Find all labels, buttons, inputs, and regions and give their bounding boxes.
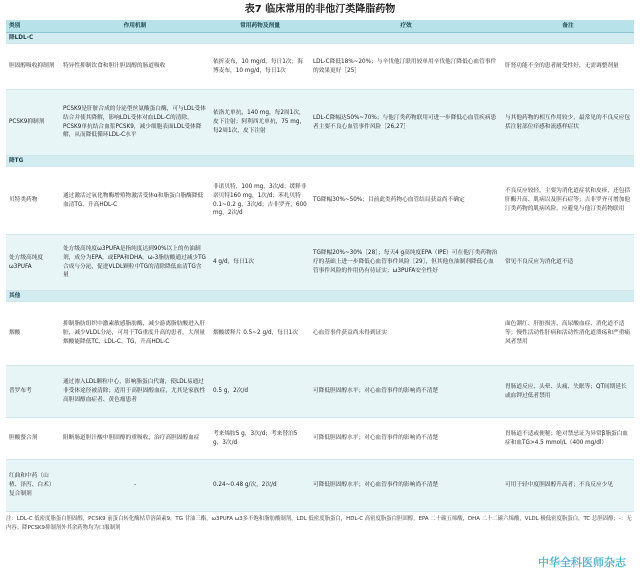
drug-table [6,20,634,512]
table-footnote: 注：LDL-C 低密度脂蛋白胆固醇，PCSK9 前蛋白转化酶枯草溶菌素9，TG 甘油三酯，ω3PUFA ω3多不饱和脂肪酸制剂，LDL 低密度脂蛋白，HDL-C 高密度脂蛋白胆固醇，EPA 二十碳五烯酸，DHA 二十二碳六烯酸，VLDL 极低密度脂蛋白，TC 总胆固醇；-：无内容；降PCSK9抑制剂外其余药物均为口服制剂 [6,516,632,531]
section-label: 其他 [6,291,634,302]
table-row [6,167,634,235]
header-mechanism: 作用机制 [60,20,210,33]
note-cell: 面色潮红、肝脏损害、高尿酸血症、消化道不适等；慢性活动性肝病和活动性消化道溃疡和严重痛风者禁用 [502,302,634,366]
header-category: 类别 [6,20,60,33]
drug-cell: 依洛尤单抗，140 mg，每2周1次，皮下注射；阿利西尤单抗，75 mg，每2周1次，皮下注射 [210,90,310,156]
table-row [6,235,634,291]
mechanism-cell: 处方级高纯度ω3PUFA是指纯度达到90%以上的鱼油制剂，成分为EPA，或EPA和DHA。ω-3脂肪酸通过减少TG合成与分泌，促进VLDL颗粒中TG的清除降低血清TG含量 [60,235,210,291]
category-cell: 红曲和中药（山楂、泽泻、白术）复合制剂 [6,460,60,512]
mechanism-cell: 抑制脂肪组织中激素敏感脂肪酶，减少游离脂肪酸进入肝脏，减少VLDL分泌，可用于TG重度升高的患者，大剂量烟酸能降低TC、LDL-C、TG，升高HDL-C [60,302,210,366]
section-row [6,156,634,167]
effect-cell: 可降低胆固醇水平；对心血管事件的影响尚不清楚 [310,366,502,418]
drug-cell: 0.24~0.48 g/次，2次/d [210,460,310,512]
effect-cell: TG降幅30%~50%；目前此类药物心血管结局获益尚不确定 [310,167,502,235]
mechanism-cell: 特异性抑制饮食和胆汁胆固醇的肠道吸收 [60,44,210,90]
section-label: 降TG [6,156,634,167]
category-cell: 普罗布考 [6,366,60,418]
header-effect: 疗效 [310,20,502,33]
drug-cell: 非诺贝特，100 mg，3次/d；缓释非诺贝特160 mg，1次/d；苯扎贝特0.1~0.2 g，3次/d；吉非罗齐，600 mg，2次/d [210,167,310,235]
header-notes: 备注 [502,20,634,33]
section-row [6,291,634,302]
table-title: 表7 临床常用的非他汀类降脂药物 [244,4,396,15]
note-cell: 肝肾功能不全的患者耐受性好，无需调整剂量 [502,44,634,90]
note-cell: 不良反应较轻，主要为消化道症状和皮疹，还包括肝酶升高、肌病以及胆石症等；吉非罗齐可增加他汀类药物的肌病风险，应避免与他汀类药物联用 [502,167,634,235]
mechanism-cell: PCSK9是肝脏合成的分泌型丝氨酸蛋白酶，可与LDL受体结合并使其降解，影响LDL受体对血LDL-C的清除。PCSK9单抗结合血浆PCSK9，减少细胞表面LDL受体降解，从而降低循环LDL-C水平 [60,90,210,156]
effect-cell: 可降低胆固醇水平；对心血管事件的影响尚不清楚 [310,460,502,512]
category-cell: 烟酸 [6,302,60,366]
header-drugs: 常用药物及剂量 [210,20,310,33]
category-cell: 胆酸螯合剂 [6,418,60,460]
mechanism-cell: - [60,460,210,512]
drug-cell: 依折麦布，10 mg/d，每日1次；海博麦布，10 mg/d，每日1次 [210,44,310,90]
table-row [6,302,634,366]
note-cell: 胃肠道不适或便秘；绝对禁忌证为异常β脂蛋白血症和血TG>4.5 mmol/L（400 mg/dl） [502,418,634,460]
drug-cell: 考来烯胺5 g，3次/d；考来替泊5 g，3次/d [210,418,310,460]
mechanism-cell: 通过渗入LDL颗粒中心，影响脂蛋白代谢，使LDL易通过非受体途径被清除；适用于高胆固醇血症，尤其是家族性高胆固醇血症者、黄色瘤患者 [60,366,210,418]
effect-cell: LDL-C降幅达50%~70%；与他汀类药物联用可进一步降低心血管疾病患者主要不良心血管事件风险［26,27］ [310,90,502,156]
effect-cell: 心血管事件获益尚未得到证实 [310,302,502,366]
note-cell: 与其他药物的相互作用较少，最常见的不良反应包括注射部位痒感和流感样症状 [502,90,634,156]
table-row [6,366,634,418]
header-row [6,20,634,33]
effect-cell: TG降幅20%~30%［28］；每天4 g高纯度EPA（IPE）可在他汀类药物治疗的基础上进一步降低心血管事件风险［29］，但其他鱼油制剂降低心血管事件风险的作用仍有待证实；ω3PUFA安全性好 [310,235,502,291]
note-cell: 常见不良反应为消化道不适 [502,235,634,291]
effect-cell: LDL-C降低18%~20%；与辛伐他汀联用较单用辛伐他汀降低心血管事件的效果更好［25］ [310,44,502,90]
table-row [6,44,634,90]
note-cell: 可用于轻中度胆固醇升高者；不良反应少见 [502,460,634,512]
table-row [6,418,634,460]
mechanism-cell: 通过激活过氧化物酶增殖物激活受体α和脂蛋白脂酶降低血清TG、升高HDL-C [60,167,210,235]
category-cell: 胆固醇吸收抑制剂 [6,44,60,90]
section-row [6,33,634,44]
effect-cell: 可降低胆固醇水平；对心血管事件的影响尚不清楚 [310,418,502,460]
table-row [6,90,634,156]
category-cell: PCSK9抑制剂 [6,90,60,156]
category-cell: 处方级高纯度ω3PUFA [6,235,60,291]
drug-cell: 4 g/d，每日1次 [210,235,310,291]
table-row [6,460,634,512]
drug-cell: 0.5 g，2次/d [210,366,310,418]
mechanism-cell: 阻断肠道胆汁酸中胆固醇的重吸收，治疗高胆固醇血症 [60,418,210,460]
note-cell: 胃肠道反应、头晕、头痛、失眠等；QT间期延长或血钾过低者禁用 [502,366,634,418]
section-label: 降LDL-C [6,33,634,44]
category-cell: 贝特类药物 [6,167,60,235]
drug-cell: 烟酸缓释片 0.5~2 g/d，每日1次 [210,302,310,366]
journal-watermark: 中华全科医师杂志 [538,556,626,569]
